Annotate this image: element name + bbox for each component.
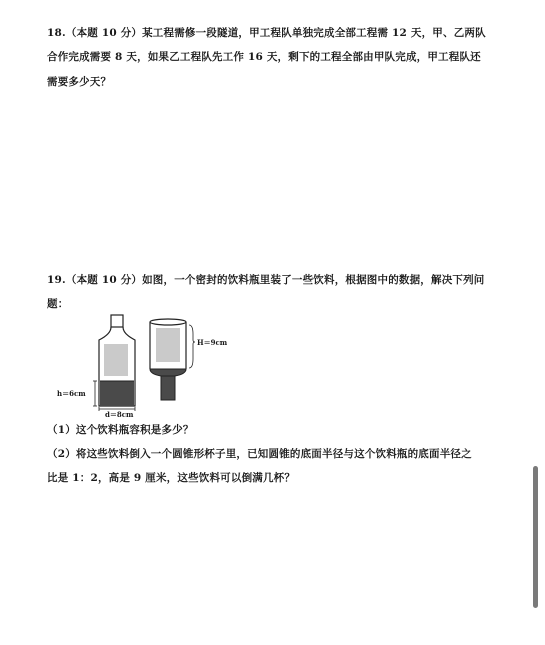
liquid-fill-inverted (161, 376, 175, 400)
inverted-bottle (150, 319, 186, 400)
label-d: d＝8cm (105, 410, 134, 418)
q19-sub-question-2-line-1: （2）将这些饮料倒入一个圆锥形杯子里，已知圆锥的底面半径与这个饮料瓶的底面半径之 (47, 448, 472, 460)
vertical-scrollbar-thumb[interactable] (533, 466, 538, 608)
q18-text-line-3: 需要多少天？ (47, 76, 112, 88)
upright-bottle (99, 315, 135, 406)
h-bracket (93, 381, 97, 406)
q18-text-line-2: 合作完成需要 8 天，如果乙工程队先工作 16 天，剩下的工程全部由甲队完成，甲工程队还 (47, 51, 481, 63)
q19-sub-question-2-line-2: 比是 1：2，高是 9 厘米，这些饮料可以倒满几杯？ (47, 472, 296, 484)
bottle-diagram (55, 314, 255, 418)
label-H: H＝9cm (197, 338, 228, 347)
liquid-fill-upright (100, 381, 134, 406)
q18-text-line-1: 18.（本题 10 分）某工程需修一段隧道，甲工程队单独完成全部工程需 12 天，甲、乙两队 (47, 27, 486, 39)
label-h: h＝6cm (57, 389, 86, 398)
bottle-figure (55, 314, 255, 418)
q19-text-line-2: 题： (47, 298, 69, 310)
q19-text-line-1: 19.（本题 10 分）如图，一个密封的饮料瓶里装了一些饮料，根据图中的数据，解决下列问 (47, 274, 485, 286)
H-bracket (189, 325, 195, 368)
q19-sub-question-1: （1）这个饮料瓶容积是多少？ (47, 424, 194, 436)
